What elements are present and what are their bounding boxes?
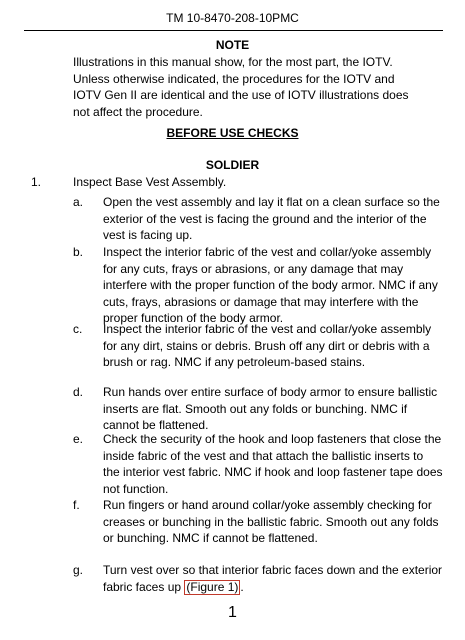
substep-text: Check the security of the hook and loop fasteners that close the inside fabric of the vest and that attach the ballistic inserts to the interior vest fabric. NMC if hook and loop fastener tape does not function. xyxy=(103,432,443,496)
substep-letter: f. xyxy=(73,498,80,512)
substep-text: Run hands over entire surface of body armor to ensure ballistic inserts are flat. Smooth out any folds or bunching. NMC if cannot be flattened. xyxy=(103,385,438,432)
substep-text: Open the vest assembly and lay it flat on a clean surface so the exterior of the vest is facing the ground and the interior of the vest is facing up. xyxy=(103,195,440,242)
substep-letter: c. xyxy=(73,322,83,336)
substep-text xyxy=(103,562,443,595)
document-number: TM 10-8470-208-10PMC xyxy=(166,11,299,25)
note-text: Illustrations in this manual show, for the most part, the IOTV. Unless otherwise indicated, the procedures for the IOTV and IOTV Gen II are identical and the use of IOTV illustrations does not affect the procedure. xyxy=(73,55,409,119)
substep-letter: d. xyxy=(73,385,84,399)
before-use-checks-heading: BEFORE USE CHECKS xyxy=(166,126,299,140)
step-title: Inspect Base Vest Assembly. xyxy=(73,175,227,189)
page-number: 1 xyxy=(228,604,237,621)
substep-text: Inspect the interior fabric of the vest and collar/yoke assembly for any cuts, frays or abrasions, or any damage that may interfere with the proper function of the body armor. NMC if any cuts, frays, abrasions or damage that may interfere with the proper function of the body armor. xyxy=(103,245,438,325)
substep-g-text: Turn vest over so that interior fabric faces down and the exterior fabric faces up xyxy=(103,563,443,594)
step-number: 1. xyxy=(31,175,42,189)
substep-text: Inspect the interior fabric of the vest and collar/yoke assembly for any dirt, stains or debris. Brush off any dirt or debris with a brush or rag. NMC if any petroleum-based stains. xyxy=(103,322,432,369)
substep-letter: e. xyxy=(73,432,84,446)
substep-g-period: . xyxy=(240,579,244,594)
soldier-heading: SOLDIER xyxy=(205,158,260,172)
note-title: NOTE xyxy=(215,38,250,52)
header-divider xyxy=(24,30,443,31)
substep-letter: g. xyxy=(73,563,84,577)
figure-1-link[interactable]: (Figure 1) xyxy=(186,579,239,594)
substep-text: Run fingers or hand around collar/yoke assembly checking for creases or bunching in the ballistic fabric. Smooth out any folds or bunching. NMC if cannot be flattened. xyxy=(103,498,439,545)
substep-letter: b. xyxy=(73,245,84,259)
substep-letter: a. xyxy=(73,195,84,209)
